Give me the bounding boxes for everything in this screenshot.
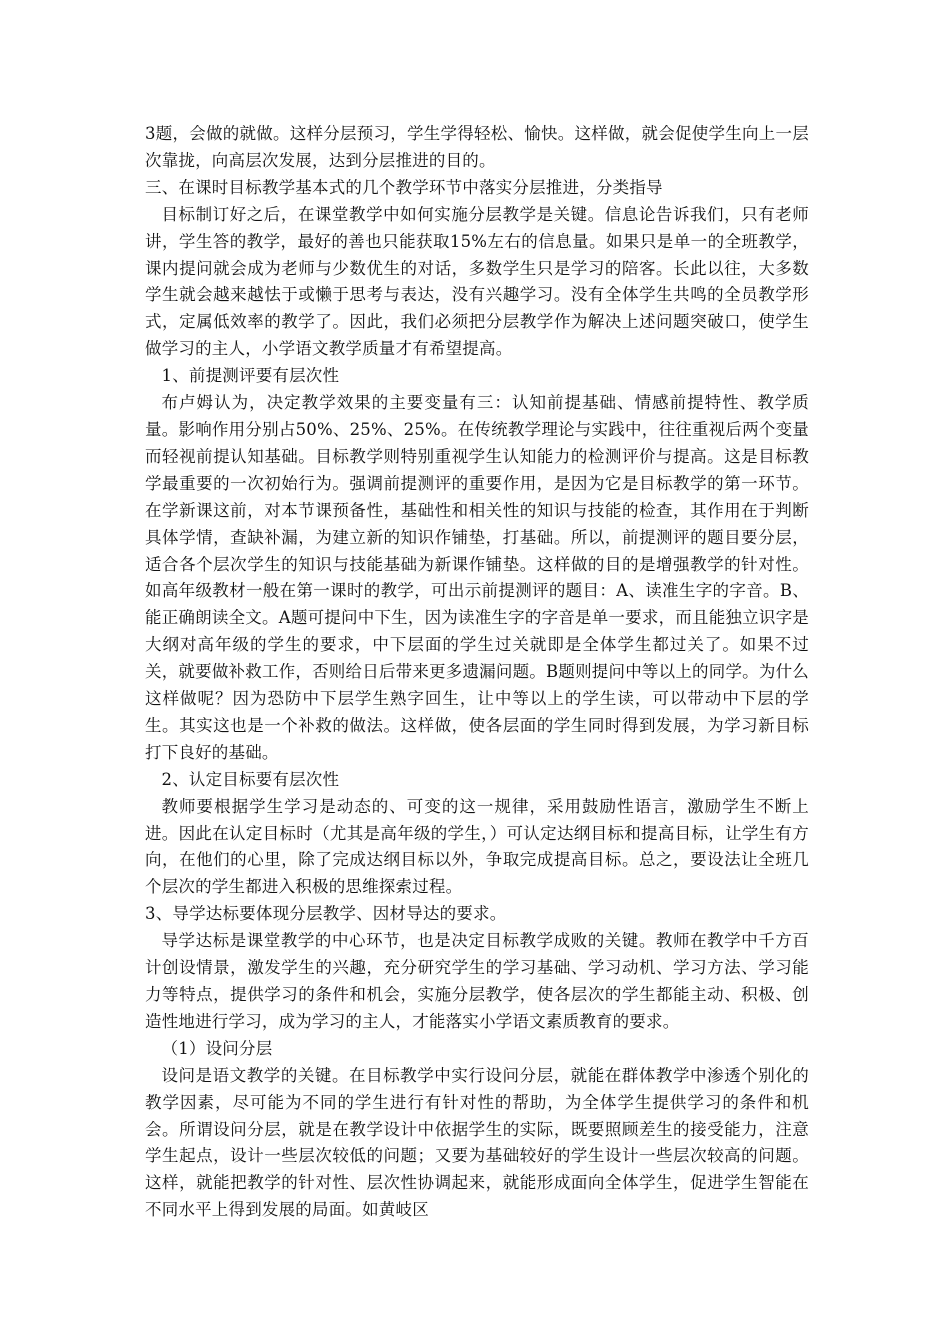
section-heading-3: 三、在课时目标教学基本式的几个教学环节中落实分层推进，分类指导: [145, 177, 663, 197]
paragraph-subsection-3: 导学达标是课堂教学的中心环节，也是决定目标教学成败的关键。教师在教学中千方百计创设情景，激发学生的兴趣，充分研究学生的学习基础、学习动机、学习方法、学习能力等特点，提供学习的条件和机会，实施分层教学，使各层次的学生都能主动、积极、创造性地进行学习，成为学习的主人，才能落实小学语文素质教育的要求。: [145, 931, 809, 1031]
paragraph-subsection-3-1: 设问是语文教学的关键。在目标教学中实行设问分层，就能在群体教学中渗透个别化的教学因素，尽可能为不同的学生进行有针对性的帮助，为全体学生提供学习的条件和机会。所谓设问分层，就是在教学设计中依据学生的实际，既要照顾差生的接受能力，注意学生起点，设计一些层次较低的问题；又要为基础较好的学生设计一些层次较高的问题。这样，就能把教学的针对性、层次性协调起来，就能形成面向全体学生，促进学生智能在不同水平上得到发展的局面。如黄岐区: [145, 1065, 809, 1220]
document-body: [145, 121, 809, 1224]
subsection-heading-3: 3、导学达标要体现分层教学、因材导达的要求。: [145, 904, 507, 924]
paragraph-intro: 目标制订好之后，在课堂教学中如何实施分层教学是关键。信息论告诉我们，只有老师讲，学生答的教学，最好的善也只能获取15%左右的信息量。如果只是单一的全班教学，课内提问就会成为老师与少数优生的对话，多数学生只是学习的陪客。长此以往，大多数学生就会越来越怯于或懒于思考与表达，没有兴趣学习。没有全体学生共鸣的全员教学形式，定属低效率的教学了。因此，我们必须把分层教学作为解决上述问题突破口，使学生做学习的主人，小学语文教学质量才有希望提高。: [145, 204, 809, 359]
subsection-heading-3-1: （1）设问分层: [161, 1038, 273, 1058]
paragraph-subsection-1: 布卢姆认为，决定教学效果的主要变量有三：认知前提基础、情感前提特性、教学质量。影响作用分别占50%、25%、25%。在传统教学理论与实践中，往往重视后两个变量而轻视前提认知基础。目标教学则特别重视学生认知能力的检测评价与提高。这是目标教学最重要的一次初始行为。强调前提测评的重要作用，是因为它是目标教学的第一环节。在学新课这前，对本节课预备性，基础性和相关性的知识与技能的检查，其作用在于判断具体学情，查缺补漏，为建立新的知识作铺垫，打基础。所以，前提测评的题目要分层，适合各个层次学生的知识与技能基础为新课作铺垫。这样做的目的是增强教学的针对性。如高年级教材一般在第一课时的教学，可出示前提测评的题目：A、读准生字的字音。B、能正确朗读全文。A题可提问中下生，因为读准生字的字音是单一要求，而且能独立识字是大纲对高年级的学生的要求，中下层面的学生过关就即是全体学生都过关了。如果不过关，就要做补救工作，否则给日后带来更多遗漏问题。B题则提问中等以上的同学。为什么这样做呢？因为恐防中下层学生熟字回生，让中等以上的学生读，可以带动中下层的学生。其实这也是一个补救的做法。这样做，使各层面的学生同时得到发展，为学习新目标打下良好的基础。: [145, 393, 809, 762]
subsection-heading-1: 1、前提测评要有层次性: [161, 366, 340, 386]
subsection-heading-2: 2、认定目标要有层次性: [161, 769, 340, 789]
paragraph-continuation: 3题，会做的就做。这样分层预习，学生学得轻松、愉快。这样做，就会促使学生向上一层次靠拢，向高层次发展，达到分层推进的目的。: [145, 124, 809, 170]
paragraph-subsection-2: 教师要根据学生学习是动态的、可变的这一规律，采用鼓励性语言，激励学生不断上进。因此在认定目标时（尤其是高年级的学生，）可认定达纲目标和提高目标，让学生有方向，在他们的心里，除了完成达纲目标以外，争取完成提高目标。总之，要设法让全班几个层次的学生都进入积极的思维探索过程。: [145, 796, 809, 897]
